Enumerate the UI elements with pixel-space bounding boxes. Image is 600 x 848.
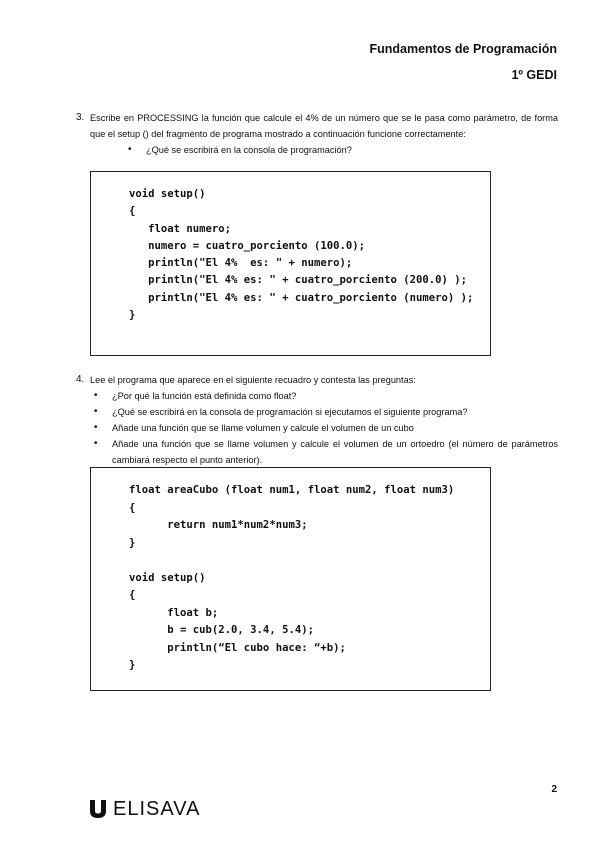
- code-line: return num1*num2*num3;: [129, 519, 308, 531]
- question-text: Lee el programa que aparece en el siguiente recuadro y contesta las preguntas:: [90, 375, 416, 385]
- question-4: [76, 372, 558, 468]
- code-line: }: [129, 309, 136, 322]
- question-bullets: [90, 142, 558, 158]
- code-line: {: [129, 205, 136, 218]
- bullet-item: • ¿Qué se escribirá en la consola de programación si ejecutamos el siguiente programa?: [90, 404, 558, 420]
- question-number: 4.: [76, 374, 85, 385]
- code-line: {: [129, 589, 136, 601]
- code-line: {: [129, 501, 136, 514]
- course-title: Fundamentos de Programación: [369, 42, 557, 56]
- code-line: }: [129, 659, 136, 671]
- elisava-logo: [90, 796, 200, 822]
- code-line: }: [129, 536, 136, 549]
- code-line: println("El 4% es: " + cuatro_porciento (200.0) );: [129, 274, 468, 287]
- code-line: float areaCubo (float num1, float num2, float num3): [129, 484, 455, 496]
- code-line: float numero;: [129, 222, 232, 235]
- bullet-item: • Añade una función que se llame volumen y calcule el volumen de un cubo: [90, 420, 558, 436]
- logo-text: ELISAVA: [113, 797, 201, 820]
- group-label: 1º GEDI: [511, 68, 557, 82]
- code-line: println("El 4% es: " + numero);: [129, 257, 353, 270]
- bullet-item: • ¿Por qué la función está definida como float?: [90, 388, 558, 404]
- code-box-1: [90, 171, 491, 356]
- code-line: void setup(): [129, 571, 206, 584]
- code-line: b = cub(2.0, 3.4, 5.4);: [129, 624, 314, 636]
- question-bullets: [90, 388, 558, 468]
- question-text: Escribe en PROCESSING la función que calcule el 4% de un número que se le pasa como parámetro, de forma que el setup () del fragmento de programa mostrado a continuación funcione correctamente:: [90, 113, 558, 139]
- code-block: [129, 482, 454, 675]
- bullet-item: • Añade una función que se llame volumen y calcule el volumen de un ortoedro (el número de parámetros cambiará respecto el punto anterior).: [90, 436, 558, 468]
- page-number: 2: [551, 784, 557, 795]
- logo-u-mark-icon: [90, 800, 106, 818]
- code-line: numero = cuatro_porciento (100.0);: [129, 239, 365, 252]
- code-line: void setup(): [129, 188, 206, 200]
- code-line: println("El 4% es: " + cuatro_porciento (numero) );: [129, 291, 474, 304]
- page-header: [369, 36, 557, 88]
- question-3: [76, 110, 558, 158]
- question-number: 3.: [76, 112, 85, 123]
- code-line: println(“El cubo hace: “+b);: [129, 641, 346, 654]
- code-block: [129, 186, 473, 324]
- code-box-2: [90, 467, 491, 691]
- bullet-item: • ¿Qué se escribirá en la consola de programación?: [124, 142, 558, 158]
- code-line: float b;: [129, 606, 219, 619]
